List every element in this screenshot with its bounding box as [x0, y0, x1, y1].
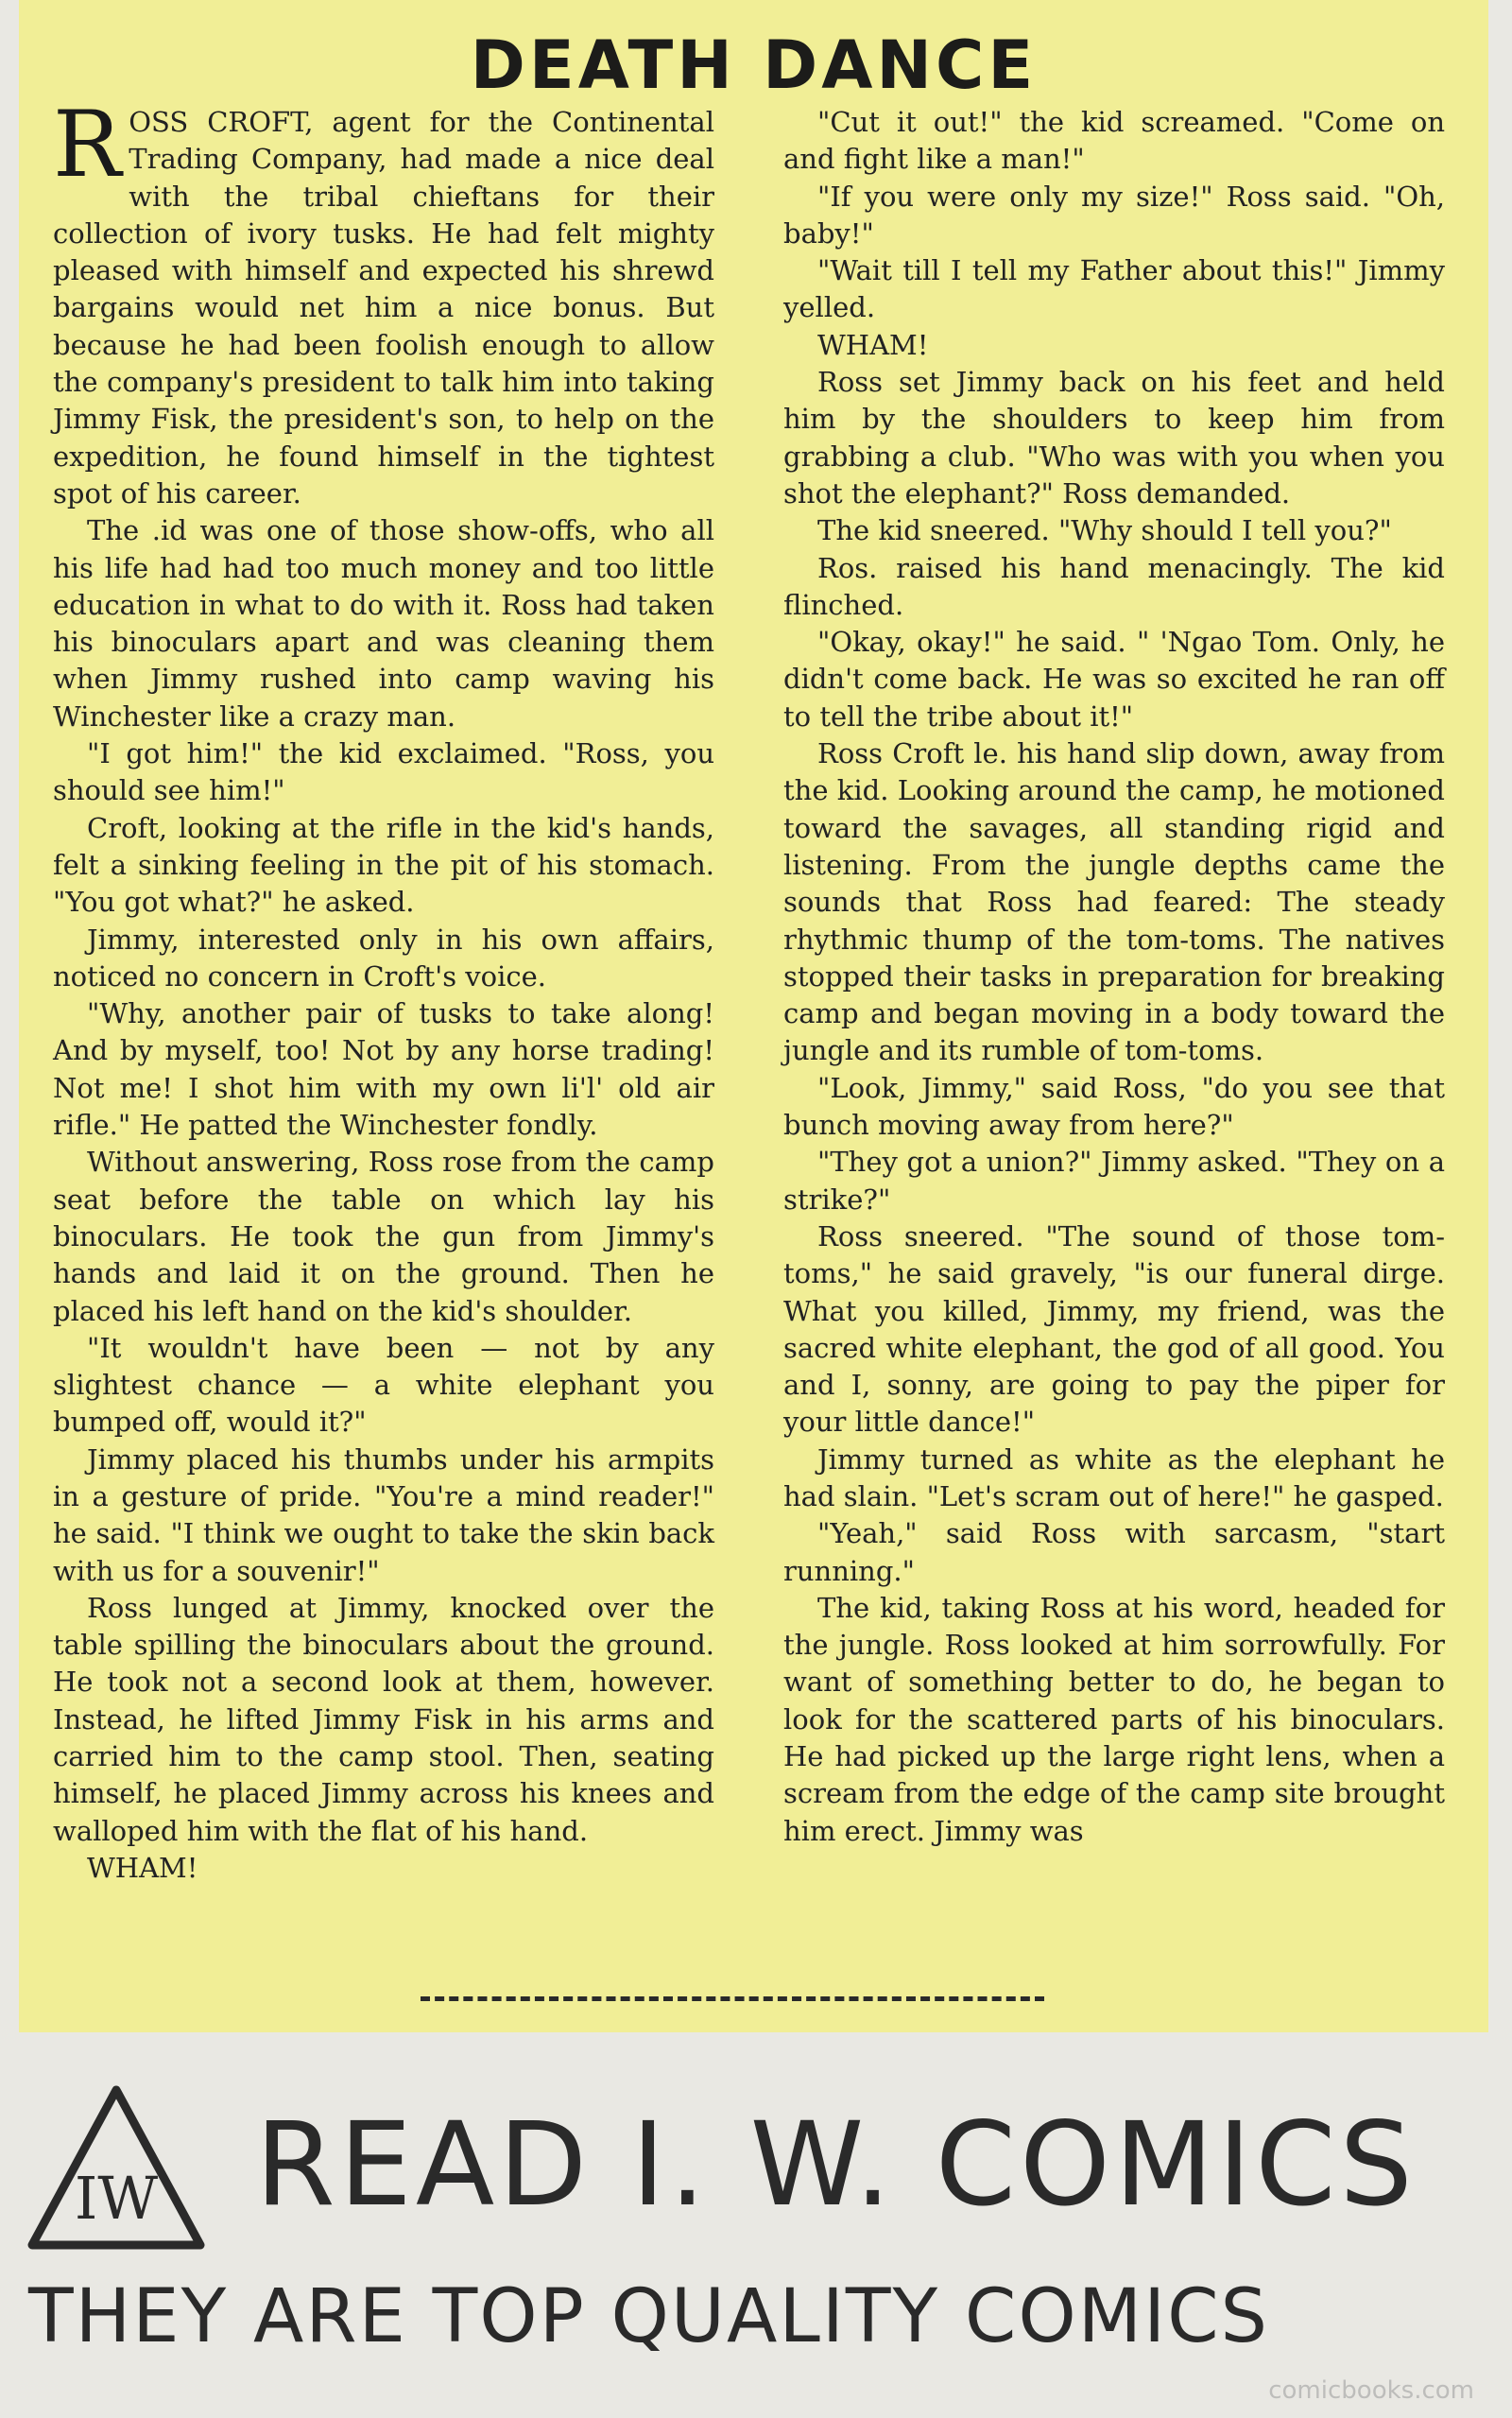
logo-letters: IW: [74, 2164, 159, 2233]
story-title: DEATH DANCE: [470, 26, 1038, 104]
story-paragraph: "I got him!" the kid exclaimed. "Ross, you should see him!": [53, 737, 714, 807]
story-paragraph: "It wouldn't have been — not by any slightest chance — a white elephant you bumped off, would it?": [53, 1331, 714, 1439]
story-paragraph: The kid, taking Ross at his word, headed for the jungle. Ross looked at him sorrowfully. For want of something better to do, he began to look for the scattered parts of his binoculars. He had picked up the large right lens, when a scream from the edge of the camp site brought him erect. Jimmy was: [783, 1591, 1445, 1847]
story-paragraph: "Look, Jimmy," said Ross, "do you see that bunch moving away from here?": [783, 1071, 1445, 1142]
watermark: comicbooks.com: [1268, 2376, 1474, 2405]
story-paragraph: Without answering, Ross rose from the camp seat before the table on which lay his binoculars. He took the gun from Jimmy's hands and laid it on the ground. Then he placed his left hand on the kid's shoulder.: [53, 1146, 714, 1327]
story-paragraph: Jimmy placed his thumbs under his armpits in a gesture of pride. "You're a mind reader!" he said. "I think we ought to take the skin back with us for a souvenir!": [53, 1442, 714, 1587]
story-paragraph: Jimmy turned as white as the elephant he had slain. "Let's scram out of here!" he gasped.: [783, 1442, 1445, 1512]
story-paragraph: Ross Croft le. his hand slip down, away from the kid. Looking around the camp, he motioned toward the savages, all standing rigid and listening. From the jungle depths came the sounds that Ross had feared: The steady rhythmic thump of the tom-toms. The natives stopped their tasks in preparation for breaking camp and began moving in a body toward the jungle and its rumble of tom-toms.: [783, 737, 1445, 1067]
story-paragraph: Ross sneered. "The sound of those tom-toms," he said gravely, "is our funeral dirge. What you killed, Jimmy, my friend, was the sacred white elephant, the god of all good. You and I, sonny, are going to pay the piper for your little dance!": [783, 1219, 1445, 1439]
ad-headline: READ I. W. COMICS: [255, 2098, 1417, 2232]
story-paragraph: "Why, another pair of tusks to take along! And by myself, too! Not by any horse trading! Not me! I shot him with my own li'l' old air rifle." He patted the Winchester fondly.: [53, 997, 714, 1142]
story-column-left: [53, 92, 714, 1996]
story-paragraph: Jimmy, interested only in his own affairs, noticed no concern in Croft's voice.: [53, 923, 714, 993]
story-paragraph: The .id was one of those show-offs, who all his life had had too much money and too little education in what to do with it. Ross had taken his binoculars apart and was cleaning them when Jimmy rushed into camp waving his Winchester like a crazy man.: [53, 514, 714, 733]
story-paragraph-text: OSS CROFT, agent for the Continental Trading Company, had made a nice deal with the tribal chieftans for their collection of ivory tusks. He had felt mighty pleased with himself and expected his shrewd bargains would net him a nice bonus. But because he had been foolish enough to allow the company's president to talk him into taking Jimmy Fisk, the president's son, to help on the expedition, he found himself in the tightest spot of his career.: [53, 106, 714, 510]
story-paragraph: The kid sneered. "Why should I tell you?": [817, 514, 1392, 547]
story-paragraph: Ross set Jimmy back on his feet and held him by the shoulders to keep him from grabbing a club. "Who was with you when you shot the elephant?" Ross demanded.: [783, 366, 1445, 510]
story-column-right: [783, 104, 1445, 1996]
story-paragraph: Ros. raised his hand menacingly. The kid flinched.: [783, 551, 1445, 621]
story-paragraph: "Okay, okay!" he said. " 'Ngao Tom. Only, he didn't come back. He was so excited he ran off to tell the tribe about it!": [783, 626, 1445, 733]
story-paragraph: "If you were only my size!" Ross said. "Oh, baby!": [783, 180, 1445, 250]
ad-tagline: THEY ARE TOP QUALITY COMICS: [28, 2274, 1270, 2359]
story-paragraph: WHAM!: [817, 328, 929, 361]
story-paragraph: Ross lunged at Jimmy, knocked over the table spilling the binoculars about the ground. He took not a second look at them, however. Instead, he lifted Jimmy Fisk in his arms and carried him to the camp stool. Then, seating himself, he placed Jimmy across his knees and walloped him with the flat of his hand.: [53, 1591, 714, 1847]
drop-cap: R: [53, 92, 122, 198]
iw-triangle-logo-icon: [26, 2084, 206, 2251]
story-paragraph: WHAM!: [87, 1851, 198, 1884]
story-paragraph: Croft, looking at the rifle in the kid's hands, felt a sinking feeling in the pit of his stomach. "You got what?" he asked.: [53, 811, 714, 919]
story-columns: [53, 92, 1445, 1996]
dashed-divider: [421, 1996, 1044, 2001]
story-paragraph: "Wait till I tell my Father about this!" Jimmy yelled.: [783, 254, 1445, 324]
story-paragraph: "Cut it out!" the kid screamed. "Come on and fight like a man!": [783, 106, 1445, 176]
story-paragraph: "They got a union?" Jimmy asked. "They on a strike?": [783, 1146, 1445, 1216]
story-paragraph: [53, 92, 714, 512]
story-paragraph: "Yeah," said Ross with sarcasm, "start running.": [783, 1517, 1445, 1587]
story-panel: [19, 0, 1488, 2032]
